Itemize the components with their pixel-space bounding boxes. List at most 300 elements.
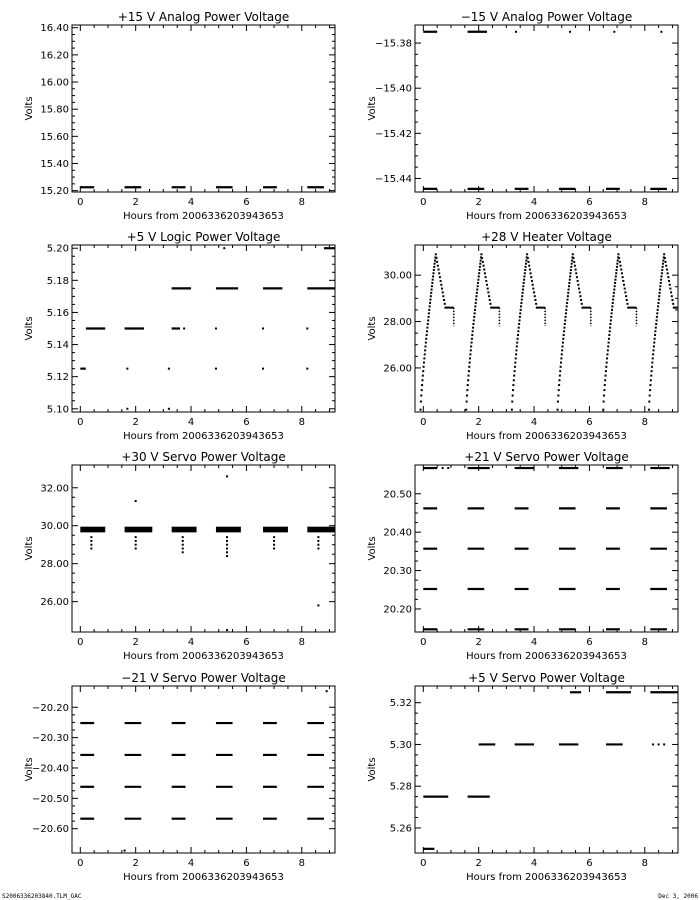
data-point — [435, 257, 437, 259]
plot-frame — [72, 25, 335, 192]
data-point — [565, 309, 567, 311]
data-point — [605, 375, 607, 377]
data-point — [90, 540, 92, 542]
data-point — [615, 275, 617, 277]
data-point — [483, 265, 485, 267]
data-point — [489, 299, 491, 301]
y-tick-label: 5.10 — [46, 404, 69, 416]
data-point — [618, 257, 620, 259]
data-band — [125, 527, 153, 533]
data-point — [664, 257, 666, 259]
data-point — [519, 316, 521, 318]
data-point — [480, 253, 482, 255]
data-point — [484, 272, 486, 274]
x-tick-label: 2 — [132, 417, 139, 428]
data-point — [168, 368, 170, 370]
data-point — [564, 319, 566, 321]
data-point — [135, 544, 137, 546]
data-point — [427, 319, 429, 321]
data-band — [80, 527, 105, 533]
data-point — [477, 285, 479, 287]
data-point — [534, 299, 536, 301]
data-point — [481, 257, 483, 259]
data-point — [566, 302, 568, 304]
x-tick-label: 8 — [298, 858, 305, 869]
data-point — [659, 285, 661, 287]
y-tick-label: 20.30 — [383, 566, 412, 578]
data-point — [512, 384, 514, 386]
plot-frame — [415, 25, 678, 192]
x-tick-label: 6 — [586, 197, 593, 208]
data-point — [610, 319, 612, 321]
data-point — [423, 357, 425, 359]
data-point — [530, 272, 532, 274]
plot-frame — [72, 686, 335, 853]
y-tick-label: −15.42 — [374, 128, 412, 140]
data-point — [613, 295, 615, 297]
data-point — [438, 272, 440, 274]
data-point — [479, 263, 481, 265]
y-axis-label: Volts — [367, 757, 378, 782]
x-tick-label: 6 — [243, 197, 250, 208]
data-point — [610, 316, 612, 318]
data-point — [273, 536, 275, 538]
chart-panel-2 — [367, 10, 678, 222]
data-point — [575, 269, 577, 271]
data-point — [666, 269, 668, 271]
data-point — [571, 263, 573, 265]
data-point — [622, 280, 624, 282]
data-point — [560, 366, 562, 368]
data-point — [667, 276, 669, 278]
data-point — [652, 743, 654, 745]
x-tick-label: 8 — [641, 637, 648, 648]
data-point — [429, 302, 431, 304]
data-point — [421, 384, 423, 386]
data-point — [515, 353, 517, 355]
chart-title: +5 V Servo Power Voltage — [468, 671, 625, 685]
data-point — [428, 309, 430, 311]
data-point — [466, 395, 468, 397]
data-point — [273, 544, 275, 546]
data-point — [557, 395, 559, 397]
x-tick-label: 0 — [77, 417, 84, 428]
data-point — [560, 362, 562, 364]
data-band — [216, 527, 241, 533]
y-tick-label: 5.12 — [46, 372, 69, 384]
x-tick-label: 0 — [420, 637, 427, 648]
data-point — [660, 279, 662, 281]
data-point — [215, 328, 217, 330]
data-point — [317, 536, 319, 538]
data-point — [524, 269, 526, 271]
y-tick-label: 5.28 — [389, 781, 412, 793]
data-point — [517, 330, 519, 332]
data-point — [650, 375, 652, 377]
data-point — [670, 291, 672, 293]
data-point — [520, 302, 522, 304]
data-point — [442, 291, 444, 293]
data-point — [567, 292, 569, 294]
y-tick-label: 5.20 — [46, 243, 69, 255]
data-point — [625, 295, 627, 297]
data-point — [472, 327, 474, 329]
data-point — [557, 409, 559, 411]
data-point — [471, 342, 473, 344]
data-point — [609, 327, 611, 329]
x-tick-label: 2 — [475, 197, 482, 208]
data-point — [607, 345, 609, 347]
data-point — [649, 395, 651, 397]
x-tick-label: 4 — [530, 197, 538, 208]
data-point — [571, 260, 573, 262]
data-point — [615, 272, 617, 274]
y-tick-label: 5.32 — [389, 698, 412, 710]
x-tick-label: 2 — [475, 637, 482, 648]
y-tick-label: 15.40 — [40, 158, 69, 170]
x-tick-label: 8 — [641, 197, 648, 208]
data-point — [432, 272, 434, 274]
data-point — [422, 375, 424, 377]
data-point — [613, 289, 615, 291]
data-point — [226, 475, 228, 477]
data-point — [671, 299, 673, 301]
data-point — [485, 280, 487, 282]
data-point — [665, 261, 667, 263]
x-tick-label: 4 — [530, 858, 538, 869]
data-point — [657, 305, 659, 307]
data-point — [441, 288, 443, 290]
data-point — [519, 319, 521, 321]
data-point — [317, 544, 319, 546]
data-point — [518, 327, 520, 329]
data-point — [623, 284, 625, 286]
data-point — [649, 384, 651, 386]
chart-panel-1 — [24, 10, 335, 222]
data-point — [438, 269, 440, 271]
x-axis-label: Hours from 2006336203943653 — [466, 872, 627, 883]
data-point — [663, 253, 665, 255]
data-point — [447, 467, 449, 469]
data-point — [532, 288, 534, 290]
data-point — [444, 303, 446, 305]
x-tick-label: 0 — [420, 197, 427, 208]
data-point — [608, 342, 610, 344]
data-point — [433, 266, 435, 268]
data-point — [522, 292, 524, 294]
data-point — [526, 253, 528, 255]
chart-panel-4 — [367, 230, 678, 442]
data-point — [525, 263, 527, 265]
data-point — [226, 629, 228, 631]
data-point — [434, 260, 436, 262]
data-point — [602, 409, 604, 411]
data-point — [531, 280, 533, 282]
data-point — [603, 389, 605, 391]
data-point — [660, 275, 662, 277]
data-point — [655, 327, 657, 329]
data-point — [566, 305, 568, 307]
data-point — [511, 401, 513, 403]
data-point — [475, 302, 477, 304]
data-point — [659, 292, 661, 294]
chart-title: +21 V Servo Power Voltage — [464, 450, 629, 464]
data-point — [467, 384, 469, 386]
y-tick-label: 5.14 — [46, 340, 69, 352]
data-point — [655, 323, 657, 325]
data-point — [521, 299, 523, 301]
data-point — [432, 279, 434, 281]
x-tick-label: 6 — [243, 417, 250, 428]
data-point — [442, 295, 444, 297]
data-point — [656, 316, 658, 318]
data-point — [467, 375, 469, 377]
data-point — [574, 265, 576, 267]
data-point — [434, 263, 436, 265]
data-point — [317, 548, 319, 550]
x-axis-label: Hours from 2006336203943653 — [123, 211, 284, 222]
data-point — [651, 362, 653, 364]
data-point — [575, 272, 577, 274]
data-point — [317, 604, 319, 606]
data-point — [226, 544, 228, 546]
data-point — [480, 260, 482, 262]
data-point — [525, 260, 527, 262]
data-point — [429, 299, 431, 301]
data-point — [468, 366, 470, 368]
plot-frame — [72, 465, 335, 632]
data-point — [528, 261, 530, 263]
data-point — [487, 288, 489, 290]
x-tick-label: 2 — [132, 637, 139, 648]
data-point — [530, 276, 532, 278]
data-point — [562, 338, 564, 340]
data-point — [565, 316, 567, 318]
data-point — [570, 272, 572, 274]
data-point — [561, 349, 563, 351]
data-point — [609, 330, 611, 332]
data-point — [437, 265, 439, 267]
data-point — [519, 312, 521, 314]
data-point — [648, 409, 650, 411]
data-point — [672, 303, 674, 305]
x-tick-label: 4 — [187, 637, 195, 648]
data-point — [485, 276, 487, 278]
data-point — [421, 379, 423, 381]
data-point — [620, 265, 622, 267]
data-point — [516, 345, 518, 347]
data-point — [424, 353, 426, 355]
data-point — [516, 342, 518, 344]
data-point — [474, 312, 476, 314]
data-point — [422, 370, 424, 372]
data-point — [126, 368, 128, 370]
y-tick-label: −20.20 — [31, 702, 69, 714]
x-tick-label: 8 — [641, 858, 648, 869]
data-point — [522, 285, 524, 287]
data-point — [620, 269, 622, 271]
data-point — [436, 261, 438, 263]
data-point — [659, 289, 661, 291]
data-point — [168, 408, 170, 410]
x-tick-label: 8 — [298, 197, 305, 208]
y-tick-label: 30.00 — [40, 521, 69, 533]
data-point — [559, 375, 561, 377]
data-point — [524, 272, 526, 274]
x-tick-label: 6 — [243, 637, 250, 648]
data-point — [477, 282, 479, 284]
chart-panel-8 — [367, 671, 678, 883]
data-point — [517, 338, 519, 340]
data-point — [560, 357, 562, 359]
data-point — [440, 280, 442, 282]
data-point — [614, 285, 616, 287]
data-point — [621, 272, 623, 274]
data-point — [568, 289, 570, 291]
data-point — [124, 850, 126, 852]
y-axis-label: Volts — [24, 96, 35, 121]
data-point — [471, 334, 473, 336]
data-point — [135, 500, 137, 502]
data-point — [561, 353, 563, 355]
data-point — [511, 409, 513, 411]
data-point — [430, 292, 432, 294]
data-point — [527, 257, 529, 259]
data-point — [226, 540, 228, 542]
data-point — [90, 544, 92, 546]
data-point — [126, 408, 128, 410]
data-point — [613, 292, 615, 294]
data-point — [603, 401, 605, 403]
data-point — [563, 327, 565, 329]
data-point — [654, 338, 656, 340]
data-point — [652, 357, 654, 359]
data-point — [469, 357, 471, 359]
data-point — [660, 282, 662, 284]
data-point — [614, 282, 616, 284]
data-point — [658, 743, 660, 745]
chart-title: −21 V Servo Power Voltage — [121, 671, 286, 685]
data-point — [226, 551, 228, 553]
chart-title: −15 V Analog Power Voltage — [460, 10, 633, 24]
data-point — [558, 384, 560, 386]
data-point — [469, 362, 471, 364]
data-point — [471, 338, 473, 340]
x-tick-label: 4 — [187, 197, 195, 208]
data-point — [665, 265, 667, 267]
data-point — [668, 280, 670, 282]
x-tick-label: 6 — [586, 858, 593, 869]
data-point — [488, 295, 490, 297]
data-point — [558, 389, 560, 391]
data-point — [467, 379, 469, 381]
data-point — [658, 299, 660, 301]
data-point — [612, 299, 614, 301]
data-point — [569, 31, 571, 33]
data-point — [425, 342, 427, 344]
data-point — [521, 295, 523, 297]
data-point — [565, 312, 567, 314]
y-axis-label: Volts — [24, 757, 35, 782]
data-point — [482, 261, 484, 263]
data-point — [568, 285, 570, 287]
chart-panel-6 — [367, 450, 678, 662]
x-tick-label: 0 — [77, 858, 84, 869]
data-band — [263, 527, 288, 533]
data-point — [624, 291, 626, 293]
y-tick-label: 26.00 — [383, 363, 412, 375]
data-point — [616, 263, 618, 265]
data-point — [326, 690, 328, 692]
data-point — [570, 269, 572, 271]
data-point — [425, 338, 427, 340]
data-point — [604, 379, 606, 381]
data-point — [614, 279, 616, 281]
x-tick-label: 6 — [586, 637, 593, 648]
data-point — [473, 316, 475, 318]
data-point — [611, 305, 613, 307]
data-point — [533, 291, 535, 293]
data-point — [514, 370, 516, 372]
data-point — [515, 349, 517, 351]
x-tick-label: 2 — [132, 197, 139, 208]
data-point — [652, 353, 654, 355]
x-tick-label: 4 — [530, 637, 538, 648]
data-point — [472, 330, 474, 332]
data-point — [90, 536, 92, 538]
data-point — [528, 265, 530, 267]
data-point — [570, 266, 572, 268]
data-point — [611, 312, 613, 314]
data-point — [424, 349, 426, 351]
data-point — [479, 269, 481, 271]
data-band — [307, 527, 335, 533]
data-point — [424, 345, 426, 347]
data-point — [607, 349, 609, 351]
data-point — [429, 305, 431, 307]
data-point — [562, 345, 564, 347]
data-point — [182, 544, 184, 546]
data-point — [653, 345, 655, 347]
data-point — [535, 303, 537, 305]
data-point — [518, 323, 520, 325]
data-point — [580, 299, 582, 301]
data-point — [608, 338, 610, 340]
plot-frame — [415, 465, 678, 632]
data-point — [512, 395, 514, 397]
data-point — [223, 247, 225, 249]
data-point — [604, 384, 606, 386]
x-tick-label: 0 — [420, 417, 427, 428]
data-point — [426, 330, 428, 332]
data-point — [572, 257, 574, 259]
data-point — [475, 299, 477, 301]
y-tick-label: 5.18 — [46, 275, 69, 287]
data-point — [273, 548, 275, 550]
data-point — [658, 295, 660, 297]
data-point — [135, 548, 137, 550]
data-point — [465, 409, 467, 411]
y-tick-label: 16.20 — [40, 50, 69, 62]
data-point — [182, 536, 184, 538]
x-axis-label: Hours from 2006336203943653 — [123, 431, 284, 442]
data-point — [475, 295, 477, 297]
data-point — [609, 323, 611, 325]
data-point — [428, 312, 430, 314]
data-point — [605, 370, 607, 372]
y-tick-label: 30.00 — [383, 270, 412, 282]
data-point — [487, 291, 489, 293]
